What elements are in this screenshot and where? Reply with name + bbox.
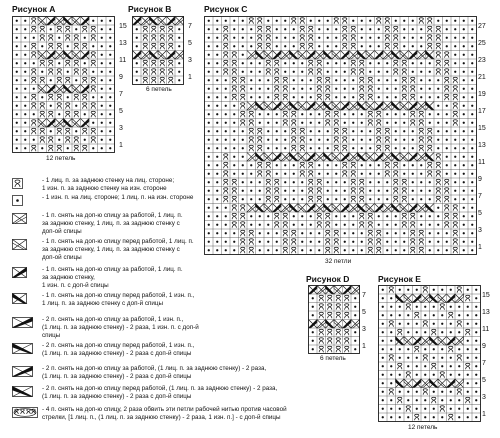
row-number: 3 <box>478 226 482 234</box>
cross-1x1-left-icon <box>12 239 38 251</box>
row-number: 21 <box>478 73 486 81</box>
legend-text: - 2 п. снять на доп-ю спицу за работой, 1 изн. п., (1 лиц. п. за заднюю стенку) - 2 раза, 1 изн. п. с доп-й спицы <box>42 316 199 340</box>
legend-symbol <box>12 194 38 212</box>
row-number: 13 <box>119 39 127 47</box>
row-number: 1 <box>119 141 123 149</box>
row-number: 15 <box>119 22 127 30</box>
chart-e-grid <box>378 285 481 422</box>
legend-text: - 1 лиц. п. за заднюю стенку на лиц. стороне; 1 изн. п. за заднюю стенку на изн. стороне <box>42 177 175 193</box>
legend-item <box>12 342 342 360</box>
cross-2-right-icon <box>12 317 38 329</box>
chart-b-grid <box>132 16 184 85</box>
legend-text: - 1 п. снять на доп-ю спицу за работой, 1 лиц. п. за заднюю стенку, 1 лиц. п. за заднюю стенку с доп-ой спицы <box>42 212 183 236</box>
legend-symbol <box>12 212 38 230</box>
chart-a-title: Рисунок A <box>12 4 56 14</box>
chart-a-grid <box>12 16 115 153</box>
legend-text: - 1 п. снять на доп-ю спицу перед работой, 1 изн. п., 1 лиц. п. за заднюю стенку с доп-й спицы <box>42 292 195 308</box>
legend-item <box>12 385 342 403</box>
cross-2-left-icon <box>12 343 38 355</box>
row-number: 9 <box>478 175 482 183</box>
legend-symbol <box>12 365 38 383</box>
row-number: 1 <box>188 73 192 81</box>
cross-2x2-left-icon <box>12 386 38 398</box>
chart-d-caption: 6 петель <box>320 355 346 362</box>
row-number: 15 <box>478 124 486 132</box>
row-number: 7 <box>478 192 482 200</box>
chart-a-caption: 12 петель <box>46 155 76 162</box>
twisted-knit-icon <box>12 178 38 190</box>
chart-c-caption: 32 петли <box>325 258 352 265</box>
legend-item <box>12 238 342 263</box>
row-number: 11 <box>482 325 490 333</box>
legend-symbol <box>12 385 38 403</box>
legend-symbol <box>12 316 38 334</box>
legend-text: - 1 п. снять на доп-ю спицу перед работой, 1 лиц. п. за заднюю стенку, 1 лиц. п. за заднюю стенку с доп-ой спицы <box>42 238 194 262</box>
row-number: 5 <box>119 107 123 115</box>
chart-b-caption: 6 петель <box>146 86 172 93</box>
row-number: 25 <box>478 39 486 47</box>
chart-b-svg <box>132 16 184 85</box>
legend-text: - 2 п. снять на доп-ю спицу перед работой, 1 изн. п., (1 лиц. п. за заднюю стенку) - 2 раза с доп-й спицы <box>42 342 195 358</box>
row-number: 5 <box>482 376 486 384</box>
chart-e-caption: 12 петель <box>408 424 438 431</box>
row-number: 1 <box>478 243 482 251</box>
legend-symbol <box>12 406 38 424</box>
wrap-4-icon <box>12 407 38 419</box>
cross-1x1-right-icon <box>12 213 38 225</box>
legend-item <box>12 212 342 237</box>
row-number: 13 <box>482 308 490 316</box>
row-number: 23 <box>478 56 486 64</box>
cross-2x2-right-icon <box>12 366 38 378</box>
cross-purl-left-icon <box>12 293 38 305</box>
row-number: 7 <box>188 22 192 30</box>
row-number: 5 <box>478 209 482 217</box>
row-number: 9 <box>119 73 123 81</box>
row-number: 3 <box>482 393 486 401</box>
legend-symbol <box>12 266 38 284</box>
legend-symbol <box>12 177 38 195</box>
row-number: 5 <box>362 308 366 316</box>
row-number: 15 <box>482 291 490 299</box>
row-number: 3 <box>188 56 192 64</box>
row-number: 3 <box>362 325 366 333</box>
row-number: 19 <box>478 90 486 98</box>
cross-purl-right-icon <box>12 267 38 279</box>
row-number: 11 <box>119 56 127 64</box>
legend-item <box>12 177 342 195</box>
legend-text: - 1 п. снять на доп-ю спицу за работой, 1 лиц. п. за заднюю стенку, 1 изн. п. с доп-й спицы <box>42 266 183 290</box>
legend-item <box>12 316 342 341</box>
row-number: 17 <box>478 107 486 115</box>
row-number: 3 <box>119 124 123 132</box>
legend-text: - 2 п. снять на доп-ю спицу перед работой, (1 лиц. п. за заднюю стенку) - 2 раза, (1 лиц. п. за заднюю стенку) - 2 раза с доп-й спицы <box>42 385 278 401</box>
legend-text: - 2 п. снять на доп-ю спицу за работой, (1 лиц. п. за заднюю стенку) - 2 раза, (1 лиц. п. за заднюю стенку) - 2 раза с доп-й спицы <box>42 365 267 381</box>
legend-item <box>12 406 342 424</box>
chart-a-svg <box>12 16 115 153</box>
row-number: 27 <box>478 22 486 30</box>
chart-d-title: Рисунок D <box>306 274 350 284</box>
row-number: 1 <box>362 342 366 350</box>
legend-text: - 4 п. снять на доп-ю спицу, 2 раза обвить эти петли рабочей нитью против часовой стрелки, [1 лиц. п., (1 лиц. п. за заднюю стенку) - 2 раза, 1 изн. п.] - с доп-й спицы <box>42 406 287 422</box>
row-number: 1 <box>482 410 486 418</box>
legend-item <box>12 266 342 291</box>
legend-item <box>12 194 342 212</box>
legend-symbol <box>12 342 38 360</box>
row-number: 7 <box>482 359 486 367</box>
legend-item <box>12 365 342 383</box>
legend-text: - 1 изн. п. на лиц. стороне; 1 лиц. п. на изн. стороне <box>42 194 194 201</box>
row-number: 7 <box>119 90 123 98</box>
chart-b-title: Рисунок B <box>128 4 172 14</box>
legend-item <box>12 292 342 310</box>
row-number: 7 <box>362 291 366 299</box>
row-number: 11 <box>478 158 486 166</box>
legend-symbol <box>12 238 38 256</box>
row-number: 9 <box>482 342 486 350</box>
chart-c-title: Рисунок C <box>204 4 248 14</box>
purl-dot-icon <box>12 195 38 207</box>
chart-e-svg <box>378 285 481 422</box>
row-number: 13 <box>478 141 486 149</box>
legend-symbol <box>12 292 38 310</box>
row-number: 5 <box>188 39 192 47</box>
chart-e-title: Рисунок E <box>378 274 421 284</box>
